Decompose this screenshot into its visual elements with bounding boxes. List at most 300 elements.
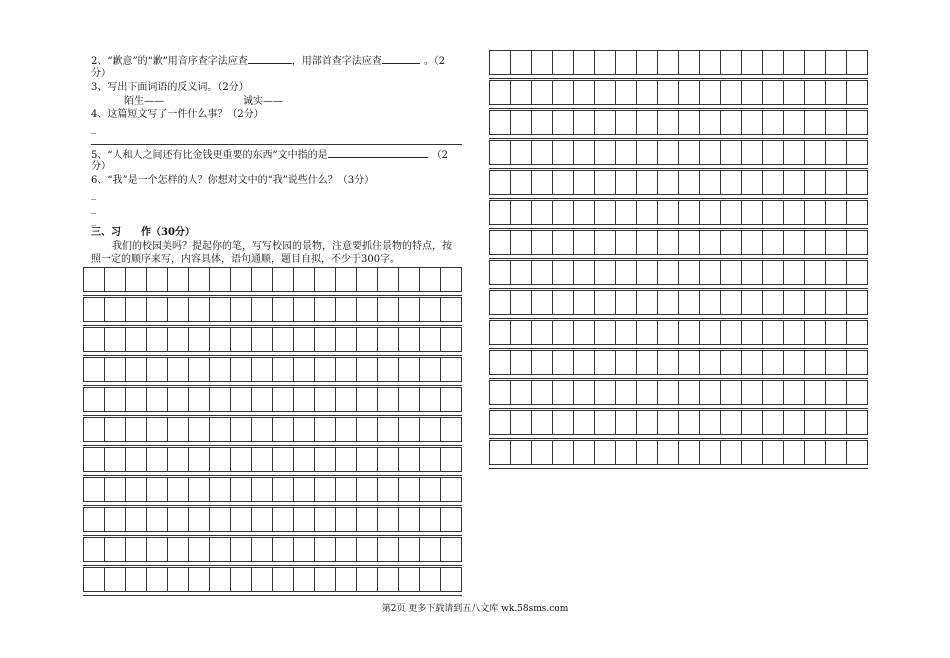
grid-row[interactable] [489, 80, 868, 105]
grid-cell-divider [657, 171, 658, 194]
grid-cell-divider [510, 51, 511, 74]
grid-cell-divider [825, 231, 826, 254]
grid-cell-divider [678, 351, 679, 374]
grid-cell-divider [573, 321, 574, 344]
grid-cell-divider [125, 478, 126, 501]
grid-cell-divider [636, 51, 637, 74]
grid-cell-divider [783, 321, 784, 344]
grid-row-gap-line [83, 325, 462, 326]
grid-cell-divider [846, 51, 847, 74]
grid-cell-divider [552, 411, 553, 434]
grid-row[interactable] [83, 507, 462, 532]
grid-cell-divider [510, 321, 511, 344]
grid-cell-divider [594, 81, 595, 104]
grid-cell-divider [125, 328, 126, 351]
grid-cell-divider [230, 508, 231, 531]
grid-cell-divider [104, 358, 105, 381]
grid-cell-divider [720, 51, 721, 74]
grid-cell-divider [314, 538, 315, 561]
grid-cell-divider [188, 448, 189, 471]
grid-cell-divider [783, 111, 784, 134]
grid-cell-divider [209, 568, 210, 591]
grid-row-gap-line [489, 378, 868, 379]
grid-cell-divider [314, 568, 315, 591]
grid-cell-divider [762, 171, 763, 194]
grid-cell-divider [146, 508, 147, 531]
grid-row-gap-line [489, 228, 868, 229]
grid-cell-divider [440, 508, 441, 531]
grid-cell-divider [419, 478, 420, 501]
grid-cell-divider [167, 358, 168, 381]
grid-cell-divider [335, 358, 336, 381]
grid-cell-divider [552, 321, 553, 344]
grid-cell-divider [573, 231, 574, 254]
grid-cell-divider [440, 538, 441, 561]
grid-row[interactable] [489, 200, 868, 225]
grid-cell-divider [825, 141, 826, 164]
grid-cell-divider [531, 291, 532, 314]
grid-cell-divider [167, 448, 168, 471]
grid-row[interactable] [489, 260, 868, 285]
answer-blank-q5[interactable] [328, 148, 428, 158]
grid-row[interactable] [83, 327, 462, 352]
grid-cell-divider [636, 171, 637, 194]
grid-cell-divider [125, 448, 126, 471]
grid-cell-divider [615, 231, 616, 254]
grid-cell-divider [783, 441, 784, 464]
grid-row-gap-line [489, 288, 868, 289]
grid-cell-divider [657, 201, 658, 224]
grid-row[interactable] [489, 230, 868, 255]
grid-cell-divider [356, 298, 357, 321]
grid-cell-divider [377, 418, 378, 441]
grid-row[interactable] [489, 380, 868, 405]
grid-cell-divider [335, 268, 336, 291]
grid-cell-divider [419, 418, 420, 441]
grid-cell-divider [804, 351, 805, 374]
grid-cell-divider [678, 111, 679, 134]
grid-cell-divider [594, 321, 595, 344]
grid-cell-divider [846, 441, 847, 464]
answer-dash-q4: _ [91, 123, 96, 134]
grid-cell-divider [804, 201, 805, 224]
grid-row[interactable] [83, 537, 462, 562]
grid-cell-divider [825, 321, 826, 344]
grid-cell-divider [678, 231, 679, 254]
grid-cell-divider [531, 351, 532, 374]
answer-dash-q6-2: _ [91, 203, 96, 214]
question-5-text-a: 5、“人和人之间还有比金钱更重要的东西”文中指的是 [91, 150, 328, 161]
grid-cell-divider [594, 231, 595, 254]
grid-cell-divider [531, 411, 532, 434]
grid-cell-divider [104, 388, 105, 411]
grid-cell-divider [636, 441, 637, 464]
writing-grid-left[interactable] [83, 267, 469, 597]
grid-cell-divider [825, 291, 826, 314]
grid-cell-divider [125, 298, 126, 321]
grid-cell-divider [230, 358, 231, 381]
grid-cell-divider [230, 268, 231, 291]
grid-cell-divider [825, 411, 826, 434]
grid-cell-divider [615, 411, 616, 434]
grid-cell-divider [314, 418, 315, 441]
grid-cell-divider [125, 538, 126, 561]
grid-cell-divider [657, 261, 658, 284]
grid-cell-divider [615, 291, 616, 314]
antonym-word-2: 诚实—— [243, 96, 283, 107]
grid-cell-divider [510, 411, 511, 434]
grid-cell-divider [510, 81, 511, 104]
grid-cell-divider [398, 418, 399, 441]
grid-cell-divider [335, 538, 336, 561]
grid-row[interactable] [83, 447, 462, 472]
grid-cell-divider [272, 568, 273, 591]
grid-cell-divider [356, 358, 357, 381]
grid-cell-divider [783, 381, 784, 404]
grid-cell-divider [762, 111, 763, 134]
grid-cell-divider [314, 478, 315, 501]
grid-cell-divider [356, 418, 357, 441]
grid-row[interactable] [489, 350, 868, 375]
grid-cell-divider [377, 388, 378, 411]
grid-cell-divider [594, 51, 595, 74]
grid-cell-divider [678, 81, 679, 104]
grid-row-gap-line [489, 318, 868, 319]
grid-row[interactable] [489, 290, 868, 315]
grid-cell-divider [741, 111, 742, 134]
grid-cell-divider [804, 51, 805, 74]
grid-cell-divider [804, 411, 805, 434]
grid-cell-divider [293, 328, 294, 351]
grid-row[interactable] [489, 50, 868, 75]
grid-cell-divider [104, 418, 105, 441]
grid-cell-divider [657, 321, 658, 344]
grid-cell-divider [720, 111, 721, 134]
grid-cell-divider [531, 201, 532, 224]
grid-cell-divider [615, 171, 616, 194]
grid-row[interactable] [83, 387, 462, 412]
question-5-line-2: 分） [91, 161, 111, 172]
grid-cell-divider [783, 51, 784, 74]
grid-cell-divider [104, 268, 105, 291]
grid-cell-divider [846, 321, 847, 344]
grid-cell-divider [720, 411, 721, 434]
grid-cell-divider [552, 171, 553, 194]
grid-cell-divider [293, 358, 294, 381]
grid-cell-divider [531, 321, 532, 344]
grid-cell-divider [720, 441, 721, 464]
grid-cell-divider [804, 291, 805, 314]
grid-cell-divider [293, 418, 294, 441]
grid-row-gap-line [83, 535, 462, 536]
grid-cell-divider [636, 111, 637, 134]
grid-cell-divider [804, 231, 805, 254]
question-5-text-b: （2 [431, 150, 448, 161]
grid-cell-divider [209, 268, 210, 291]
grid-cell-divider [146, 418, 147, 441]
grid-cell-divider [552, 381, 553, 404]
grid-row-gap-line [489, 438, 868, 439]
grid-cell-divider [657, 141, 658, 164]
grid-cell-divider [251, 418, 252, 441]
grid-cell-divider [636, 411, 637, 434]
grid-cell-divider [104, 508, 105, 531]
grid-cell-divider [636, 291, 637, 314]
grid-cell-divider [741, 261, 742, 284]
grid-cell-divider [762, 201, 763, 224]
grid-cell-divider [419, 538, 420, 561]
grid-cell-divider [804, 141, 805, 164]
grid-cell-divider [440, 478, 441, 501]
grid-cell-divider [846, 141, 847, 164]
grid-cell-divider [846, 201, 847, 224]
answer-line-q4[interactable] [91, 144, 462, 145]
grid-cell-divider [783, 201, 784, 224]
grid-cell-divider [573, 411, 574, 434]
grid-cell-divider [678, 201, 679, 224]
grid-cell-divider [377, 478, 378, 501]
grid-cell-divider [230, 478, 231, 501]
grid-cell-divider [125, 568, 126, 591]
grid-cell-divider [762, 261, 763, 284]
grid-cell-divider [594, 291, 595, 314]
grid-cell-divider [846, 411, 847, 434]
grid-cell-divider [146, 538, 147, 561]
grid-cell-divider [293, 478, 294, 501]
grid-cell-divider [762, 51, 763, 74]
grid-cell-divider [699, 321, 700, 344]
grid-cell-divider [188, 328, 189, 351]
answer-blank-yinxu[interactable] [248, 54, 292, 64]
grid-cell-divider [293, 538, 294, 561]
grid-cell-divider [188, 268, 189, 291]
grid-cell-divider [356, 568, 357, 591]
grid-cell-divider [293, 388, 294, 411]
grid-cell-divider [146, 388, 147, 411]
grid-cell-divider [377, 448, 378, 471]
grid-cell-divider [251, 448, 252, 471]
grid-cell-divider [419, 448, 420, 471]
grid-cell-divider [678, 441, 679, 464]
grid-cell-divider [104, 298, 105, 321]
grid-cell-divider [510, 291, 511, 314]
grid-row[interactable] [83, 567, 462, 592]
grid-cell-divider [657, 291, 658, 314]
composition-heading: 三、习 作（30分） [91, 227, 195, 238]
grid-cell-divider [398, 328, 399, 351]
grid-row[interactable] [489, 170, 868, 195]
grid-cell-divider [636, 81, 637, 104]
grid-row[interactable] [489, 320, 868, 345]
grid-cell-divider [699, 51, 700, 74]
grid-row[interactable] [83, 357, 462, 382]
grid-cell-divider [657, 411, 658, 434]
grid-cell-divider [440, 358, 441, 381]
writing-grid-right[interactable] [489, 50, 875, 470]
grid-cell-divider [825, 51, 826, 74]
grid-cell-divider [251, 568, 252, 591]
grid-cell-divider [636, 321, 637, 344]
antonym-word-1: 陌生—— [124, 96, 164, 107]
grid-cell-divider [636, 351, 637, 374]
grid-cell-divider [104, 328, 105, 351]
grid-cell-divider [510, 351, 511, 374]
grid-cell-divider [293, 298, 294, 321]
grid-cell-divider [699, 441, 700, 464]
grid-row[interactable] [489, 440, 868, 465]
grid-cell-divider [846, 381, 847, 404]
grid-cell-divider [209, 478, 210, 501]
grid-cell-divider [615, 141, 616, 164]
grid-cell-divider [699, 381, 700, 404]
grid-cell-divider [146, 328, 147, 351]
grid-cell-divider [678, 411, 679, 434]
grid-cell-divider [335, 478, 336, 501]
grid-cell-divider [573, 111, 574, 134]
grid-cell-divider [678, 381, 679, 404]
grid-cell-divider [552, 441, 553, 464]
grid-cell-divider [699, 111, 700, 134]
grid-cell-divider [783, 411, 784, 434]
grid-cell-divider [720, 81, 721, 104]
grid-row[interactable] [489, 140, 868, 165]
grid-row[interactable] [83, 417, 462, 442]
grid-cell-divider [104, 478, 105, 501]
grid-cell-divider [615, 81, 616, 104]
grid-row-gap-line [489, 108, 868, 109]
grid-cell-divider [657, 441, 658, 464]
grid-cell-divider [335, 508, 336, 531]
grid-cell-divider [146, 268, 147, 291]
grid-cell-divider [146, 298, 147, 321]
grid-cell-divider [531, 141, 532, 164]
grid-cell-divider [167, 328, 168, 351]
grid-row[interactable] [489, 110, 868, 135]
grid-cell-divider [615, 381, 616, 404]
grid-cell-divider [636, 201, 637, 224]
grid-row-gap-line [489, 258, 868, 259]
question-2-line-2: 分） [91, 68, 111, 79]
grid-cell-divider [762, 441, 763, 464]
page-footer: 第2页 更多下载请到五八文库 wk.58sms.com [381, 604, 569, 614]
grid-cell-divider [846, 171, 847, 194]
grid-cell-divider [804, 321, 805, 344]
grid-cell-divider [741, 201, 742, 224]
grid-cell-divider [741, 351, 742, 374]
grid-cell-divider [209, 538, 210, 561]
grid-row[interactable] [83, 477, 462, 502]
grid-row-gap-line [489, 408, 868, 409]
grid-cell-divider [531, 441, 532, 464]
grid-cell-divider [251, 328, 252, 351]
grid-row-gap-line [489, 468, 868, 469]
grid-cell-divider [272, 388, 273, 411]
grid-cell-divider [573, 51, 574, 74]
grid-row[interactable] [83, 297, 462, 322]
grid-cell-divider [762, 381, 763, 404]
grid-cell-divider [146, 358, 147, 381]
grid-row-gap-line [489, 168, 868, 169]
grid-cell-divider [251, 388, 252, 411]
grid-cell-divider [741, 411, 742, 434]
grid-cell-divider [846, 291, 847, 314]
grid-cell-divider [398, 268, 399, 291]
grid-cell-divider [377, 298, 378, 321]
grid-cell-divider [825, 441, 826, 464]
grid-cell-divider [377, 568, 378, 591]
grid-cell-divider [188, 478, 189, 501]
grid-cell-divider [594, 261, 595, 284]
grid-cell-divider [335, 448, 336, 471]
grid-row-gap-line [83, 385, 462, 386]
grid-cell-divider [573, 381, 574, 404]
grid-cell-divider [678, 321, 679, 344]
grid-cell-divider [419, 268, 420, 291]
question-6-text: 6、“我”是一个怎样的人？你想对文中的“我”说些什么？（3分） [91, 175, 375, 186]
grid-cell-divider [531, 381, 532, 404]
grid-cell-divider [783, 141, 784, 164]
grid-cell-divider [440, 418, 441, 441]
grid-cell-divider [615, 201, 616, 224]
grid-cell-divider [825, 111, 826, 134]
grid-cell-divider [209, 358, 210, 381]
grid-cell-divider [846, 261, 847, 284]
grid-cell-divider [356, 448, 357, 471]
grid-cell-divider [678, 291, 679, 314]
grid-row-gap-line [83, 565, 462, 566]
grid-cell-divider [440, 298, 441, 321]
grid-cell-divider [552, 261, 553, 284]
grid-cell-divider [699, 231, 700, 254]
grid-cell-divider [104, 568, 105, 591]
grid-row-gap-line [83, 595, 462, 596]
grid-cell-divider [783, 261, 784, 284]
grid-cell-divider [230, 538, 231, 561]
grid-cell-divider [398, 508, 399, 531]
grid-cell-divider [419, 388, 420, 411]
grid-cell-divider [636, 261, 637, 284]
grid-cell-divider [552, 231, 553, 254]
grid-cell-divider [720, 231, 721, 254]
grid-cell-divider [419, 568, 420, 591]
answer-blank-bushou[interactable] [382, 54, 420, 64]
grid-cell-divider [762, 231, 763, 254]
question-3-text: 3、写出下面词语的反义词。（2分） [91, 82, 249, 93]
grid-cell-divider [314, 298, 315, 321]
grid-cell-divider [678, 171, 679, 194]
answer-dash-q6-3: _ [91, 215, 96, 226]
grid-cell-divider [825, 381, 826, 404]
grid-cell-divider [783, 81, 784, 104]
grid-row[interactable] [83, 267, 462, 292]
grid-cell-divider [699, 81, 700, 104]
grid-cell-divider [209, 388, 210, 411]
grid-row[interactable] [489, 410, 868, 435]
grid-cell-divider [251, 478, 252, 501]
grid-cell-divider [209, 418, 210, 441]
grid-cell-divider [825, 81, 826, 104]
grid-cell-divider [594, 441, 595, 464]
grid-cell-divider [573, 351, 574, 374]
grid-cell-divider [510, 261, 511, 284]
grid-cell-divider [657, 231, 658, 254]
grid-cell-divider [314, 388, 315, 411]
question-4-text: 4、这篇短文写了一件什么事？（2分） [91, 109, 264, 120]
grid-cell-divider [552, 111, 553, 134]
grid-cell-divider [552, 291, 553, 314]
grid-cell-divider [741, 321, 742, 344]
grid-cell-divider [167, 478, 168, 501]
